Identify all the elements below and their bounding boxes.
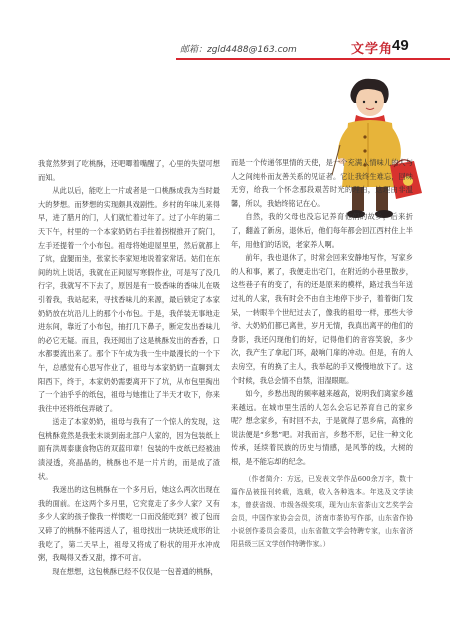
paragraph: 前年，我也退休了，时常会回来安静地写作，写家乡的人和事，累了，我便走出宅门，在附近的小巷里散步，这些巷子有的变了，有的还是原来的模样，路过我当年送过礼的人家，我有时会不由自主地停下步子，着着街门发呆，一转眼半个世纪过去了，像我的祖母一样，那些大爷爷、大奶奶们都已离世，岁月无情，我真出离平的他们的身影，我还闪现他们的好，记得他们的音容笑貌，多少次，我产生了拿起门环，敲响门扉的冲动。但是，有的人去房空，有的换了主人，我举起的手又慢慢地放下了。这个时候，我总会情不自禁，泪湿眼眶。: [231, 253, 413, 385]
author-bio: （作者简介：方远，已发表文学作品600余万字，数十篇作品被报刊转载，选载，收入各种选本。年选及文学读本，曾获省级、市级各级奖项，现为山东省茶山文艺奖学会会员，中国作家协会会员，济南市茶协写作部，山东省作协小说创作委员会委员，山东省散文学会特聘专家，山东省济阳县级三区文学创作特聘作家。）: [231, 474, 413, 548]
editor-email: 邮箱：zgld4488@163.com: [180, 45, 297, 55]
paragraph: 现在想想，这包桃酥已经不仅仅是一包普通的桃酥，: [52, 566, 218, 576]
header-rule: [176, 58, 450, 60]
left-text-column: [38, 157, 220, 578]
paragraph: 而是一个传递邻里情的天使，是一个充满人情味儿的人与人之间纯朴而友善关系的见证者。它让我终生难忘，回味无穷，给我一个怀念那段艰苦时光的理由，这理由非温馨，所以，我始终铭记在心。: [231, 158, 413, 208]
right-text-column: [231, 156, 413, 551]
section-title: 文学角: [351, 42, 394, 57]
paragraph: 送走了本家奶奶，祖母与我有了一个惊人的发现，这包桃酥竟然是我张未谈到南北部户人家的，因为包装纸上面有洪周泰康食物店的双蓝印章！包装的牛皮纸已经被油渍浸透，亮晶晶的，桃酥也不是一片片的，而是成了渣状。: [38, 417, 220, 481]
paragraph: 自然，我的父母也没忘记养育他们的故乡，后来折了，翻盖了新房，退休后，他们每年都会回江西村住上半年，用他们的话说，老家养人啊。: [231, 212, 413, 249]
page-header: [0, 28, 450, 58]
paragraph: 如今，乡愁出现的频率越来越高，说明我们离家乡越来越远。在城市里生活的人怎么会忘记养育自己的家乡呢？想念家乡，有时回不去，于是就得了思乡病，高雅的说法便是“乡愁”吧。对我而言，乡愁不形，记住一种文化传承，延续着民族的历史与情感，是风筝的线，大树的根，是不能忘却的纪念。: [231, 389, 413, 467]
page-number: 49: [392, 37, 409, 54]
paragraph: 我竟然梦到了吃桃酥，还吧唧着嘴醒了，心里的失望可想而知。: [38, 159, 220, 182]
paragraph: 从此以后，能吃上一片或者是一口桃酥成我为当时最大的梦想。而梦想的实现颇具戏剧性。乡村的年味儿来得早，进了腊月的门，人们就忙着过年了。过了小年的第二天下午，村里的一个本家奶奶右手拄着拐棍推开了院门，左手还提着一个小布包。祖母将她迎屋里里，然后就都上了炕，盘腿而坐，张家长李家短地说着家常话。姑们在东间的坑上说话，我就在正间屋写寒假作业，可是写了没几行字，我就写不下去了，原因是有一股香味的香味儿在吸引着我，我站起来，寻找香味儿的来源，最后锁定了本家奶奶放在坑沿儿上的那个小布包。于是，我佯装无事地走进东间，靠近了小布包，抽打几下鼻子，断定发出香味儿的必它无疑。而且，我还闻出了这是桃酥发出的香香，口水都要流出来了。那个下午成为我一生中最漫长的一个下午，总感觉有心思写作业了，祖母与本家奶奶一直聊到太阳西下，终于，本家奶奶需要离开下了坑，从布包里掏出了一个油乎乎的纸包，祖母与她推让了半天才收下，你来我往中还将纸包弄破了。: [38, 186, 220, 413]
paragraph: 我迷出的这包桃酥在一个多月后，她这么两次出现在我的面前。在这两个多月里，它究竟走了多少人家？又有多少人家的孩子像我一样惯吃一口而没能吃到？被了包而又碎了的桃酥不能再送人了，祖母找出一块块还成形的让我吃了，第二天早上，祖母又将成了粉状的用开水冲成粥，我喝得又香又甜，撑不可言。: [38, 485, 220, 563]
